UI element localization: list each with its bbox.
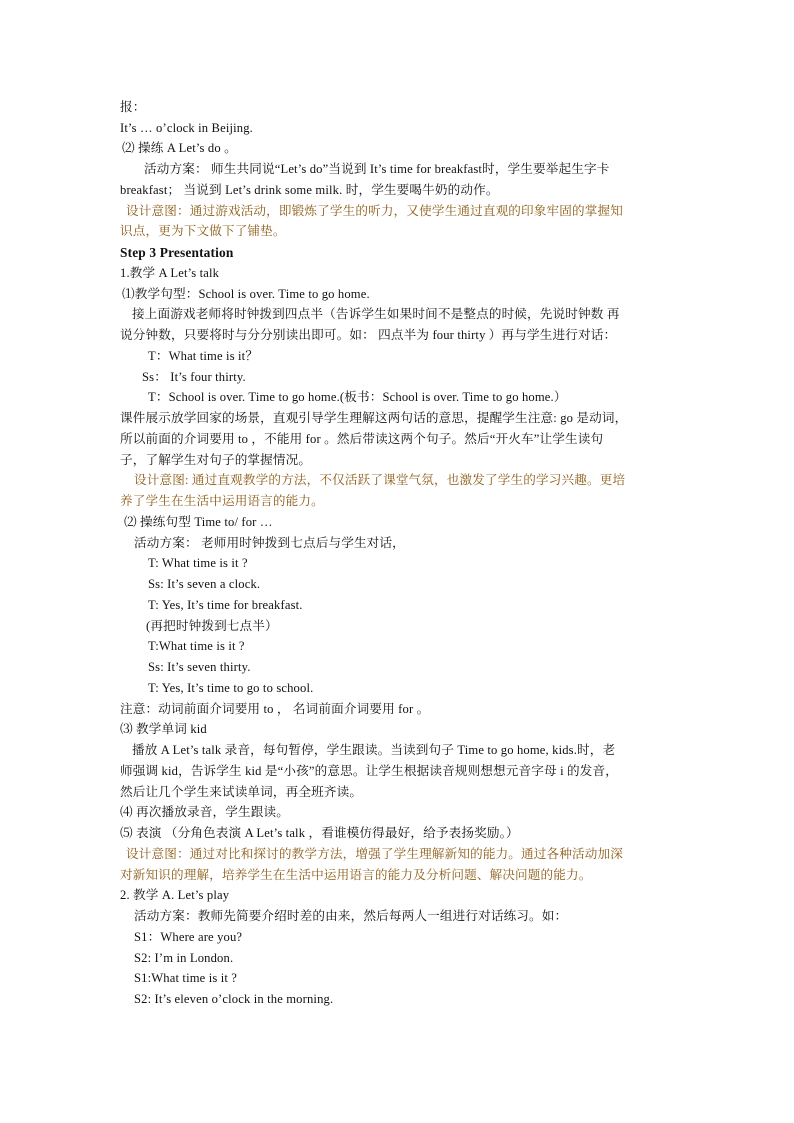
text-line: 活动方案：教师先简要介绍时差的由来，然后每两人一组进行对话练习。如： [134, 909, 568, 923]
dialogue-line: (再把时钟拨到七点半） [146, 619, 278, 633]
text-line: 活动方案： 师生共同说“Let’s do”当说到 It’s time for breakfast时，学生要举起生字卡 [144, 162, 610, 176]
text-line: 所以前面的介词要用 to ，不能用 for 。然后带读这两个句子。然后“开火车”让学生读句 [120, 432, 604, 446]
dialogue-line: Ss: It’s seven a clock. [148, 577, 261, 591]
design-intent-line: 对新知识的理解，培养学生在生活中运用语言的能力及分析问题、解决问题的能力。 [120, 868, 592, 882]
text-line: 2. 教学 A. Let’s play [120, 888, 230, 902]
text-line: ⑴教学句型：School is over. Time to go home. [122, 287, 370, 301]
text-line: ⑵ 操练 A Let’s do 。 [122, 141, 237, 155]
design-intent-line: 设计意图：通过对比和探讨的教学方法，增强了学生理解新知的能力。通过各种活动加深 [126, 847, 624, 861]
design-intent-line: 识点，更为下文做下了铺垫。 [120, 224, 286, 238]
design-intent-line: 养了学生在生活中运用语言的能力。 [120, 494, 324, 508]
text-line: ⑷ 再次播放录音，学生跟读。 [120, 805, 289, 819]
text-line: 播放 A Let’s talk 录音，每句暂停，学生跟读。当读到句子 Time to go home, kids.时，老 [132, 743, 616, 757]
text-line: ⑸ 表演 （分角色表演 A Let’s talk ，看谁模仿得最好，给予表扬奖励。） [120, 826, 519, 840]
dialogue-line: T：What time is it？ [148, 349, 259, 363]
text-line: 活动方案： 老师用时钟拨到七点后与学生对话， [134, 536, 405, 550]
text-line: 课件展示放学回家的场景，直观引导学生理解这两句话的意思，提醒学生注意: go 是动词， [120, 411, 628, 425]
text-line: 说分钟数，只要将时与分分别读出即可。如： 四点半为 four thirty ）再与学生进行对话： [120, 328, 617, 342]
dialogue-line: S1:What time is it ? [134, 971, 238, 985]
text-line: It’s … o’clock in Beijing. [120, 121, 253, 135]
design-intent-line: 设计意图: 通过直观教学的方法，不仅活跃了课堂气氛，也激发了学生的学习兴趣。更培 [134, 473, 626, 487]
dialogue-line: T: Yes, It’s time for breakfast. [148, 598, 303, 612]
dialogue-line: S1：Where are you? [134, 930, 243, 944]
text-line: 1.教学 A Let’s talk [120, 266, 220, 280]
text-line: 然后让几个学生来试读单词，再全班齐读。 [120, 785, 363, 799]
text-line: 注意：动词前面介词要用 to ， 名词前面介词要用 for 。 [120, 702, 430, 716]
dialogue-line: Ss： It’s four thirty. [142, 370, 246, 384]
dialogue-line: S2: It’s eleven o’clock in the morning. [134, 992, 334, 1006]
text-line: ⑵ 操练句型 Time to/ for … [124, 515, 273, 529]
dialogue-line: Ss: It’s seven thirty. [148, 660, 251, 674]
section-heading: Step 3 Presentation [120, 245, 234, 260]
dialogue-line: T:What time is it ? [148, 639, 245, 653]
dialogue-line: T: What time is it ? [148, 556, 248, 570]
dialogue-line: T：School is over. Time to go home.(板书：School is over. Time to go home.） [148, 390, 567, 404]
text-line: breakfast； 当说到 Let’s drink some milk. 时，学生要喝牛奶的动作。 [120, 183, 499, 197]
text-line: ⑶ 教学单词 kid [120, 722, 207, 736]
dialogue-line: S2: I’m in London. [134, 951, 234, 965]
text-line: 报： [120, 100, 146, 114]
design-intent-line: 设计意图：通过游戏活动，即锻炼了学生的听力，又使学生通过直观的印象牢固的掌握知 [126, 204, 624, 218]
text-line: 师强调 kid，告诉学生 kid 是“小孩”的意思。让学生根据读音规则想想元音字母 i 的发音， [120, 764, 618, 778]
text-line: 子，了解学生对句子的掌握情况。 [120, 453, 312, 467]
dialogue-line: T: Yes, It’s time to go to school. [148, 681, 314, 695]
text-line: 接上面游戏老师将时钟拨到四点半（告诉学生如果时间不是整点的时候，先说时钟数 再 [132, 307, 620, 321]
